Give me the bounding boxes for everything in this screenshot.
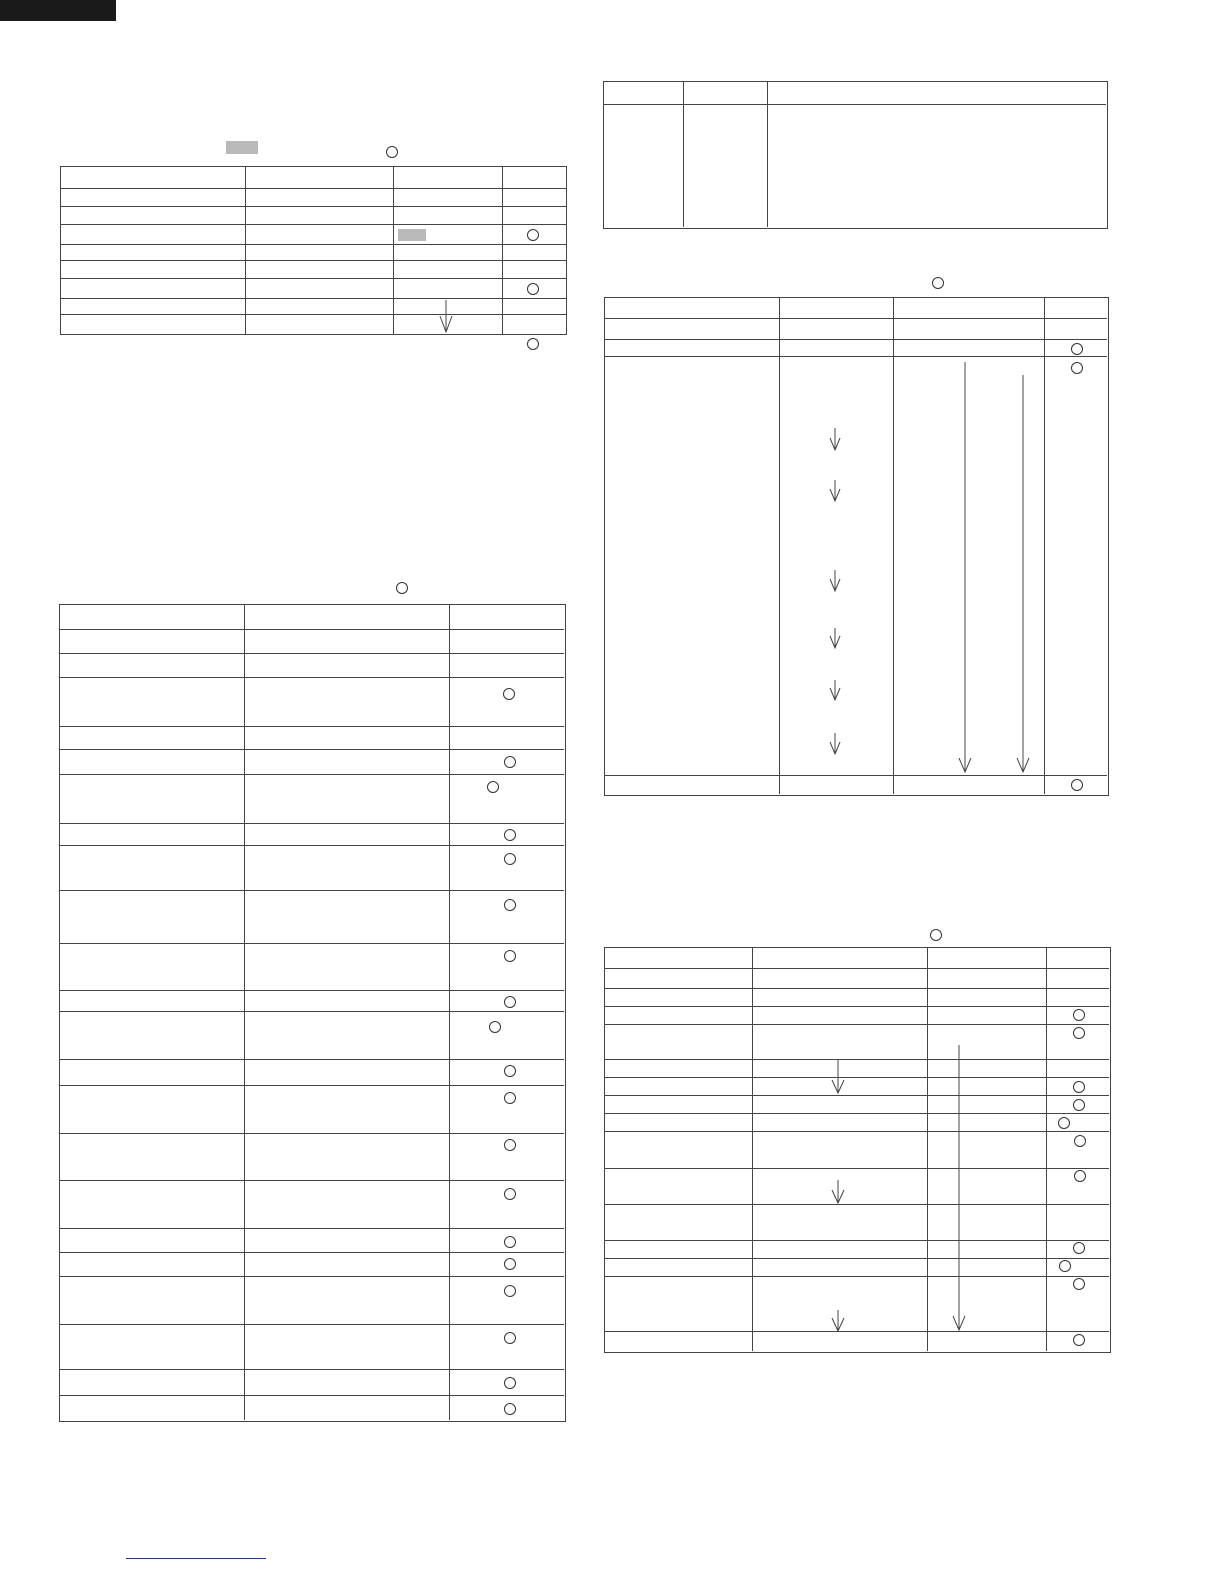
circle-icon xyxy=(504,1377,516,1389)
table-e-row-rule xyxy=(604,1024,1109,1025)
circle-icon xyxy=(1071,362,1083,374)
circle-icon xyxy=(1073,1242,1085,1254)
table-e-row-rule xyxy=(604,1006,1109,1007)
page-tab xyxy=(0,0,116,21)
circle-icon xyxy=(504,1258,516,1270)
table-e-row-rule xyxy=(604,1168,1109,1169)
circle-icon xyxy=(1073,1081,1085,1093)
table-b-row-rule xyxy=(59,1011,564,1012)
table-e-col-divider xyxy=(752,947,753,1351)
circle-icon xyxy=(527,283,539,295)
circle-icon xyxy=(527,229,539,241)
table-row xyxy=(61,299,567,315)
table-b-row-rule xyxy=(59,1324,564,1325)
table-b-row-rule xyxy=(59,823,564,824)
table-c-col-divider xyxy=(767,81,768,227)
table-b-row-rule xyxy=(59,943,564,944)
table-e-row-rule xyxy=(604,1240,1109,1241)
table-b-row-rule xyxy=(59,677,564,678)
table-e-row-rule xyxy=(604,1095,1109,1096)
circle-icon xyxy=(1073,1099,1085,1111)
table-e-row-rule xyxy=(604,1059,1109,1060)
circle-icon xyxy=(504,1236,516,1248)
table-row xyxy=(61,189,567,207)
legend-circle-icon xyxy=(386,146,398,158)
table-b-row-rule xyxy=(59,1059,564,1060)
legend-gray-chip xyxy=(226,141,258,154)
table-e-row-rule xyxy=(604,1204,1109,1205)
table-b-row-rule xyxy=(59,1395,564,1396)
table-b-row-rule xyxy=(59,749,564,750)
circle-icon xyxy=(504,1332,516,1344)
circle-icon xyxy=(487,781,499,793)
table-b-row-rule xyxy=(59,1133,564,1134)
circle-icon xyxy=(504,1403,516,1415)
circle-icon xyxy=(1074,1135,1086,1147)
circle-icon xyxy=(1071,779,1083,791)
circle-icon xyxy=(504,996,516,1008)
table-e-row-rule xyxy=(604,1131,1109,1132)
table-e-row-rule xyxy=(604,968,1109,969)
table-c-col-divider xyxy=(683,81,684,227)
circle-icon xyxy=(504,1188,516,1200)
table-d-row-rule xyxy=(604,318,1107,319)
circle-icon xyxy=(504,853,516,865)
circle-icon xyxy=(1073,1334,1085,1346)
table-b-row-rule xyxy=(59,1276,564,1277)
table-e-row-rule xyxy=(604,1113,1109,1114)
table-b-row-rule xyxy=(59,653,564,654)
table-e-col-divider xyxy=(1046,947,1047,1351)
circle-icon xyxy=(489,1021,501,1033)
table-d-row-rule xyxy=(604,339,1107,340)
table-b-row-rule xyxy=(59,890,564,891)
circle-icon xyxy=(1073,1027,1085,1039)
table-d-row-rule xyxy=(604,356,1107,357)
circle-icon xyxy=(504,1092,516,1104)
legend-circle-icon xyxy=(930,929,942,941)
circle-icon xyxy=(504,1065,516,1077)
circle-icon xyxy=(504,829,516,841)
table-e-row-rule xyxy=(604,1331,1109,1332)
table-b-row-rule xyxy=(59,1369,564,1370)
circle-icon xyxy=(1073,1278,1085,1290)
circle-icon xyxy=(504,756,516,768)
circle-icon xyxy=(504,1139,516,1151)
table-b-row-rule xyxy=(59,726,564,727)
circle-icon xyxy=(504,899,516,911)
table-c-header-rule xyxy=(603,104,1106,105)
circle-icon xyxy=(503,688,515,700)
table-row xyxy=(61,225,567,245)
table-b-row-rule xyxy=(59,845,564,846)
circle-icon xyxy=(1059,1260,1071,1272)
footer-link-underline[interactable] xyxy=(126,1558,266,1559)
table-a xyxy=(60,166,567,335)
table-e-row-rule xyxy=(604,1258,1109,1259)
circle-icon xyxy=(1073,1009,1085,1021)
circle-icon xyxy=(1074,1170,1086,1182)
legend-circle-icon xyxy=(396,582,408,594)
table-d-col-divider xyxy=(1044,297,1045,794)
table-e-row-rule xyxy=(604,1276,1109,1277)
circle-icon xyxy=(504,1285,516,1297)
table-e-row-rule xyxy=(604,988,1109,989)
circle-icon xyxy=(1071,343,1083,355)
table-b-row-rule xyxy=(59,1085,564,1086)
table-d-col-divider xyxy=(779,297,780,794)
legend-circle-icon xyxy=(932,277,944,289)
table-d xyxy=(604,297,1109,796)
table-row xyxy=(61,279,567,299)
table-b-row-rule xyxy=(59,990,564,991)
table-e-row-rule xyxy=(604,1077,1109,1078)
table-b-row-rule xyxy=(59,629,564,630)
table-row xyxy=(61,261,567,279)
circle-icon xyxy=(504,950,516,962)
table-b-row-rule xyxy=(59,1252,564,1253)
table-b-row-rule xyxy=(59,1180,564,1181)
table-row xyxy=(61,167,567,189)
table-b-row-rule xyxy=(59,1228,564,1229)
table-row xyxy=(61,245,567,261)
table-b-row-rule xyxy=(59,774,564,775)
table-row xyxy=(61,315,567,335)
table-row xyxy=(61,207,567,225)
circle-icon xyxy=(1058,1117,1070,1129)
table-e-col-divider xyxy=(927,947,928,1351)
table-d-col-divider xyxy=(893,297,894,794)
table-e xyxy=(604,947,1111,1353)
cell-gray-chip xyxy=(398,229,426,241)
table-d-row-rule xyxy=(604,775,1107,776)
circle-icon xyxy=(527,338,539,350)
